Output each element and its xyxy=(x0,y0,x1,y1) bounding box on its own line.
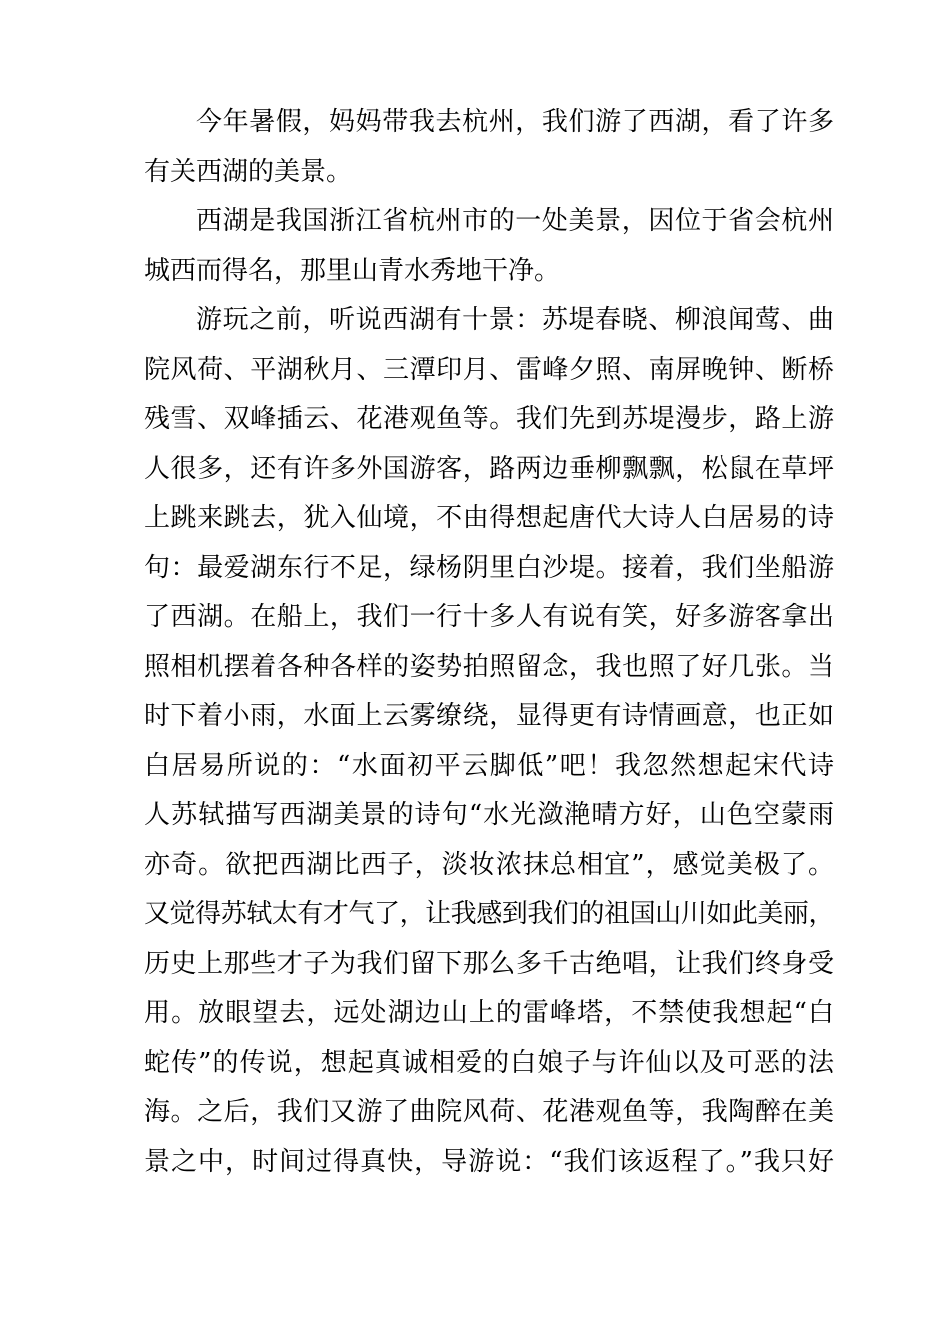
paragraph-3-line-18: 景之中，时间过得真快，导游说：“我们该返程了。”我只好 xyxy=(144,1146,834,1177)
paragraph-3-line-17: 海。之后，我们又游了曲院风荷、花港观鱼等，我陶醉在美 xyxy=(144,1097,834,1127)
paragraph-3-line-7: 了西湖。在船上，我们一行十多人有说有笑，好多游客拿出 xyxy=(144,602,834,632)
paragraph-3-line-1: 游玩之前，听说西湖有十景：苏堤春晓、柳浪闻莺、曲 xyxy=(196,305,834,335)
paragraph-1-line-1: 今年暑假，妈妈带我去杭州，我们游了西湖，看了许多 xyxy=(196,107,834,137)
paragraph-3-line-8: 照相机摆着各种各样的姿势拍照留念，我也照了好几张。当 xyxy=(144,651,834,682)
paragraph-2-line-1: 西湖是我国浙江省杭州市的一处美景，因位于省会杭州 xyxy=(196,206,834,236)
paragraph-3-line-9: 时下着小雨，水面上云雾缭绕，显得更有诗情画意，也正如 xyxy=(144,701,834,731)
paragraph-3-line-6: 句：最爱湖东行不足，绿杨阴里白沙堤。接着，我们坐船游 xyxy=(144,552,834,583)
paragraph-2-line-2: 城西而得名，那里山青水秀地干净。 xyxy=(144,255,561,286)
paragraph-3-line-16: 蛇传”的传说，想起真诚相爱的白娘子与许仙以及可恶的法 xyxy=(144,1047,834,1078)
paragraph-3-line-10: 白居易所说的：“水面初平云脚低”吧！我忽然想起宋代诗 xyxy=(144,750,834,781)
paragraph-3-line-2: 院风荷、平湖秋月、三潭印月、雷峰夕照、南屏晚钟、断桥 xyxy=(144,354,834,385)
paragraph-3-line-13: 又觉得苏轼太有才气了，让我感到我们的祖国山川如此美丽， xyxy=(144,899,834,929)
essay-body xyxy=(144,98,834,1187)
paragraph-3-line-12: 亦奇。欲把西湖比西子，淡妆浓抹总相宜”，感觉美极了。 xyxy=(144,849,834,880)
paragraph-3-line-11: 人苏轼描写西湖美景的诗句“水光潋滟晴方好，山色空蒙雨 xyxy=(144,800,834,830)
paragraph-3-line-5: 上跳来跳去，犹入仙境，不由得想起唐代大诗人白居易的诗 xyxy=(144,503,834,533)
paragraph-3-line-4: 人很多，还有许多外国游客，路两边垂柳飘飘，松鼠在草坪 xyxy=(144,453,834,484)
paragraph-1-line-2: 有关西湖的美景。 xyxy=(144,156,353,187)
paragraph-3-line-15: 用。放眼望去，远处湖边山上的雷峰塔，不禁使我想起“白 xyxy=(144,998,834,1028)
paragraph-3-line-14: 历史上那些才子为我们留下那么多千古绝唱，让我们终身受 xyxy=(144,948,834,979)
paragraph-3-line-3: 残雪、双峰插云、花港观鱼等。我们先到苏堤漫步，路上游 xyxy=(144,404,834,434)
